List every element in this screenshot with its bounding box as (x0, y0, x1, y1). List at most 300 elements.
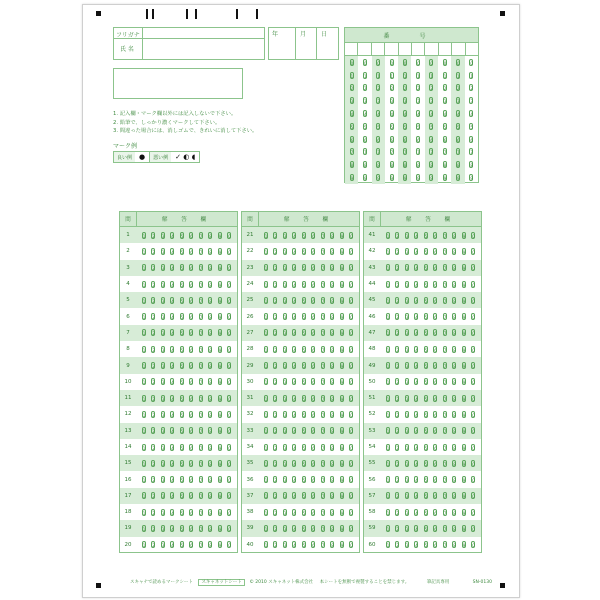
choice-bubble[interactable]: 9 (340, 364, 344, 370)
choice-bubble[interactable]: 9 (462, 396, 466, 402)
choice-bubble[interactable]: 6 (434, 233, 437, 239)
choice-bubble[interactable]: 6 (190, 494, 193, 500)
choice-bubble[interactable]: 8 (209, 364, 212, 370)
choice-bubble[interactable]: 7 (443, 380, 447, 386)
choice-bubble[interactable]: 5 (180, 396, 184, 402)
choice-bubble[interactable]: 4 (293, 347, 296, 353)
choice-bubble[interactable]: 4 (415, 412, 418, 418)
choice-bubble[interactable]: 5 (302, 510, 306, 516)
choice-bubble[interactable]: 6 (434, 510, 437, 516)
choice-bubble[interactable]: 8 (453, 429, 456, 435)
choice-bubble[interactable]: 5 (302, 412, 306, 418)
choice-bubble[interactable]: 2 (396, 266, 399, 272)
choice-bubble[interactable]: 3 (161, 526, 165, 532)
choice-bubble[interactable]: 0 (350, 347, 353, 353)
choice-bubble[interactable]: 9 (462, 364, 466, 370)
choice-bubble[interactable]: 7 (443, 298, 447, 304)
choice-bubble[interactable]: 4 (171, 445, 174, 451)
choice-bubble[interactable]: 1 (386, 461, 390, 467)
choice-bubble[interactable]: 4 (293, 266, 296, 272)
choice-bubble[interactable]: 5 (180, 543, 184, 549)
choice-bubble[interactable]: 2 (396, 461, 399, 467)
choice-bubble[interactable]: 0 (472, 347, 475, 353)
choice-bubble[interactable]: 1 (142, 510, 146, 516)
choice-bubble[interactable]: 2 (396, 347, 399, 353)
choice-bubble[interactable]: 4 (171, 543, 174, 549)
choice-bubble[interactable]: 0 (350, 396, 353, 402)
choice-bubble[interactable]: 1 (142, 445, 146, 451)
choice-bubble[interactable]: 1 (142, 526, 146, 532)
choice-bubble[interactable]: 4 (293, 282, 296, 288)
choice-bubble[interactable]: 2 (274, 282, 277, 288)
student-number-write-cell[interactable] (439, 43, 452, 55)
choice-bubble[interactable]: 8 (209, 526, 212, 532)
choice-bubble[interactable]: 7 (443, 445, 447, 451)
choice-bubble[interactable]: 7 (199, 266, 203, 272)
choice-bubble[interactable]: 1 (386, 282, 390, 288)
choice-bubble[interactable]: 1 (142, 461, 146, 467)
choice-bubble[interactable]: 8 (331, 364, 334, 370)
digit-bubble[interactable]: 7 (390, 150, 394, 156)
choice-bubble[interactable]: 8 (453, 445, 456, 451)
choice-bubble[interactable]: 4 (415, 510, 418, 516)
digit-bubble[interactable]: 2 (363, 86, 367, 92)
choice-bubble[interactable]: 6 (312, 412, 315, 418)
choice-bubble[interactable]: 8 (453, 266, 456, 272)
choice-bubble[interactable]: 2 (396, 494, 399, 500)
digit-bubble[interactable]: 4 (390, 112, 394, 118)
choice-bubble[interactable]: 8 (209, 429, 212, 435)
choice-bubble[interactable]: 6 (190, 282, 193, 288)
digit-bubble[interactable]: 8 (377, 163, 380, 169)
choice-bubble[interactable]: 1 (386, 315, 390, 321)
choice-bubble[interactable]: 6 (312, 429, 315, 435)
choice-bubble[interactable]: 5 (424, 331, 428, 337)
choice-bubble[interactable]: 0 (350, 510, 353, 516)
digit-bubble[interactable]: 1 (350, 73, 354, 79)
choice-bubble[interactable]: 1 (142, 494, 146, 500)
choice-bubble[interactable]: 8 (453, 461, 456, 467)
choice-bubble[interactable]: 3 (161, 396, 165, 402)
choice-bubble[interactable]: 3 (161, 380, 165, 386)
choice-bubble[interactable]: 5 (180, 380, 184, 386)
choice-bubble[interactable]: 6 (312, 347, 315, 353)
choice-bubble[interactable]: 1 (264, 396, 268, 402)
student-number-write-cell[interactable] (345, 43, 358, 55)
choice-bubble[interactable]: 2 (274, 526, 277, 532)
choice-bubble[interactable]: 2 (274, 298, 277, 304)
choice-bubble[interactable]: 0 (472, 526, 475, 532)
digit-bubble[interactable]: 3 (390, 99, 394, 105)
choice-bubble[interactable]: 2 (274, 331, 277, 337)
choice-bubble[interactable]: 6 (190, 364, 193, 370)
choice-bubble[interactable]: 2 (274, 249, 277, 255)
choice-bubble[interactable]: 3 (161, 331, 165, 337)
choice-bubble[interactable]: 8 (331, 543, 334, 549)
choice-bubble[interactable]: 0 (350, 249, 353, 255)
digit-bubble[interactable]: 9 (363, 176, 367, 182)
digit-bubble[interactable]: 0 (363, 60, 367, 66)
choice-bubble[interactable]: 2 (396, 478, 399, 484)
choice-bubble[interactable]: 6 (312, 298, 315, 304)
choice-bubble[interactable]: 6 (312, 282, 315, 288)
choice-bubble[interactable]: 9 (462, 412, 466, 418)
choice-bubble[interactable]: 3 (283, 380, 287, 386)
choice-bubble[interactable]: 8 (453, 233, 456, 239)
choice-bubble[interactable]: 8 (209, 445, 212, 451)
choice-bubble[interactable]: 8 (453, 347, 456, 353)
digit-bubble[interactable]: 1 (457, 73, 460, 79)
choice-bubble[interactable]: 2 (152, 233, 155, 239)
choice-bubble[interactable]: 6 (312, 510, 315, 516)
choice-bubble[interactable]: 3 (161, 445, 165, 451)
choice-bubble[interactable]: 7 (443, 331, 447, 337)
choice-bubble[interactable]: 0 (350, 282, 353, 288)
student-number-write-cell[interactable] (372, 43, 385, 55)
digit-bubble[interactable]: 7 (457, 150, 460, 156)
digit-bubble[interactable]: 2 (403, 86, 407, 92)
choice-bubble[interactable]: 6 (312, 494, 315, 500)
choice-bubble[interactable]: 0 (350, 331, 353, 337)
digit-bubble[interactable]: 6 (430, 137, 433, 143)
choice-bubble[interactable]: 4 (415, 494, 418, 500)
choice-bubble[interactable]: 9 (218, 543, 222, 549)
choice-bubble[interactable]: 2 (396, 412, 399, 418)
choice-bubble[interactable]: 6 (190, 347, 193, 353)
choice-bubble[interactable]: 6 (190, 526, 193, 532)
choice-bubble[interactable]: 5 (180, 249, 184, 255)
choice-bubble[interactable]: 9 (218, 526, 222, 532)
choice-bubble[interactable]: 2 (152, 510, 155, 516)
choice-bubble[interactable]: 7 (443, 396, 447, 402)
choice-bubble[interactable]: 7 (321, 478, 325, 484)
choice-bubble[interactable]: 0 (228, 347, 231, 353)
choice-bubble[interactable]: 6 (434, 347, 437, 353)
choice-bubble[interactable]: 7 (321, 266, 325, 272)
choice-bubble[interactable]: 0 (228, 233, 231, 239)
choice-bubble[interactable]: 3 (405, 298, 409, 304)
choice-bubble[interactable]: 1 (142, 298, 146, 304)
digit-bubble[interactable]: 8 (430, 163, 433, 169)
choice-bubble[interactable]: 0 (350, 461, 353, 467)
choice-bubble[interactable]: 5 (424, 526, 428, 532)
digit-bubble[interactable]: 3 (363, 99, 367, 105)
digit-bubble[interactable]: 3 (430, 99, 433, 105)
choice-bubble[interactable]: 1 (264, 494, 268, 500)
choice-bubble[interactable]: 8 (209, 494, 212, 500)
choice-bubble[interactable]: 3 (161, 429, 165, 435)
digit-bubble[interactable]: 8 (443, 163, 447, 169)
choice-bubble[interactable]: 4 (293, 364, 296, 370)
choice-bubble[interactable]: 2 (274, 494, 277, 500)
choice-bubble[interactable]: 4 (293, 396, 296, 402)
choice-bubble[interactable]: 0 (228, 445, 231, 451)
digit-bubble[interactable]: 3 (377, 99, 380, 105)
choice-bubble[interactable]: 0 (472, 298, 475, 304)
choice-bubble[interactable]: 1 (142, 478, 146, 484)
choice-bubble[interactable]: 2 (152, 396, 155, 402)
digit-bubble[interactable]: 1 (430, 73, 433, 79)
choice-bubble[interactable]: 8 (209, 298, 212, 304)
choice-bubble[interactable]: 1 (264, 526, 268, 532)
digit-bubble[interactable]: 8 (390, 163, 394, 169)
digit-bubble[interactable]: 2 (457, 86, 460, 92)
choice-bubble[interactable]: 3 (283, 364, 287, 370)
choice-bubble[interactable]: 4 (293, 478, 296, 484)
choice-bubble[interactable]: 2 (152, 526, 155, 532)
choice-bubble[interactable]: 5 (424, 494, 428, 500)
choice-bubble[interactable]: 4 (171, 331, 174, 337)
choice-bubble[interactable]: 8 (209, 380, 212, 386)
choice-bubble[interactable]: 8 (209, 478, 212, 484)
choice-bubble[interactable]: 6 (312, 315, 315, 321)
choice-bubble[interactable]: 7 (321, 282, 325, 288)
choice-bubble[interactable]: 4 (415, 298, 418, 304)
choice-bubble[interactable]: 8 (331, 461, 334, 467)
choice-bubble[interactable]: 5 (302, 233, 306, 239)
choice-bubble[interactable]: 5 (302, 461, 306, 467)
choice-bubble[interactable]: 8 (453, 380, 456, 386)
choice-bubble[interactable]: 6 (434, 380, 437, 386)
choice-bubble[interactable]: 0 (350, 526, 353, 532)
student-number-write-cell[interactable] (412, 43, 425, 55)
choice-bubble[interactable]: 7 (199, 510, 203, 516)
choice-bubble[interactable]: 6 (190, 510, 193, 516)
choice-bubble[interactable]: 9 (340, 298, 344, 304)
choice-bubble[interactable]: 1 (142, 412, 146, 418)
choice-bubble[interactable]: 5 (302, 526, 306, 532)
choice-bubble[interactable]: 6 (190, 445, 193, 451)
choice-bubble[interactable]: 7 (321, 347, 325, 353)
choice-bubble[interactable]: 1 (386, 298, 390, 304)
choice-bubble[interactable]: 6 (434, 526, 437, 532)
choice-bubble[interactable]: 3 (161, 494, 165, 500)
digit-bubble[interactable]: 6 (350, 137, 354, 143)
choice-bubble[interactable]: 3 (405, 429, 409, 435)
choice-bubble[interactable]: 8 (209, 266, 212, 272)
choice-bubble[interactable]: 6 (312, 461, 315, 467)
choice-bubble[interactable]: 8 (453, 282, 456, 288)
choice-bubble[interactable]: 6 (434, 364, 437, 370)
digit-bubble[interactable]: 6 (470, 137, 473, 143)
choice-bubble[interactable]: 9 (218, 266, 222, 272)
choice-bubble[interactable]: 7 (443, 282, 447, 288)
digit-bubble[interactable]: 8 (470, 163, 473, 169)
choice-bubble[interactable]: 8 (331, 347, 334, 353)
choice-bubble[interactable]: 7 (321, 445, 325, 451)
choice-bubble[interactable]: 5 (424, 364, 428, 370)
choice-bubble[interactable]: 4 (293, 461, 296, 467)
digit-bubble[interactable]: 8 (363, 163, 367, 169)
choice-bubble[interactable]: 7 (321, 233, 325, 239)
digit-bubble[interactable]: 3 (403, 99, 407, 105)
choice-bubble[interactable]: 7 (199, 282, 203, 288)
choice-bubble[interactable]: 2 (396, 331, 399, 337)
choice-bubble[interactable]: 1 (264, 233, 268, 239)
digit-bubble[interactable]: 6 (443, 137, 447, 143)
choice-bubble[interactable]: 3 (405, 282, 409, 288)
choice-bubble[interactable]: 9 (340, 526, 344, 532)
choice-bubble[interactable]: 7 (199, 429, 203, 435)
choice-bubble[interactable]: 9 (462, 510, 466, 516)
choice-bubble[interactable]: 7 (443, 510, 447, 516)
choice-bubble[interactable]: 9 (218, 396, 222, 402)
choice-bubble[interactable]: 0 (472, 429, 475, 435)
choice-bubble[interactable]: 3 (283, 249, 287, 255)
choice-bubble[interactable]: 5 (302, 315, 306, 321)
choice-bubble[interactable]: 2 (152, 331, 155, 337)
choice-bubble[interactable]: 2 (396, 445, 399, 451)
digit-bubble[interactable]: 5 (377, 124, 380, 130)
choice-bubble[interactable]: 6 (190, 396, 193, 402)
choice-bubble[interactable]: 9 (218, 249, 222, 255)
choice-bubble[interactable]: 9 (340, 510, 344, 516)
choice-bubble[interactable]: 0 (472, 249, 475, 255)
digit-bubble[interactable]: 4 (377, 112, 380, 118)
choice-bubble[interactable]: 0 (228, 298, 231, 304)
choice-bubble[interactable]: 2 (274, 233, 277, 239)
choice-bubble[interactable]: 1 (386, 494, 390, 500)
choice-bubble[interactable]: 5 (424, 412, 428, 418)
choice-bubble[interactable]: 8 (209, 315, 212, 321)
digit-bubble[interactable]: 6 (403, 137, 407, 143)
choice-bubble[interactable]: 5 (302, 380, 306, 386)
choice-bubble[interactable]: 8 (453, 494, 456, 500)
digit-bubble[interactable]: 7 (363, 150, 367, 156)
choice-bubble[interactable]: 1 (386, 526, 390, 532)
choice-bubble[interactable]: 1 (264, 298, 268, 304)
choice-bubble[interactable]: 6 (190, 478, 193, 484)
choice-bubble[interactable]: 3 (405, 461, 409, 467)
choice-bubble[interactable]: 1 (264, 282, 268, 288)
choice-bubble[interactable]: 1 (386, 396, 390, 402)
choice-bubble[interactable]: 5 (424, 461, 428, 467)
digit-bubble[interactable]: 4 (457, 112, 460, 118)
choice-bubble[interactable]: 4 (293, 445, 296, 451)
choice-bubble[interactable]: 5 (424, 347, 428, 353)
choice-bubble[interactable]: 0 (472, 445, 475, 451)
choice-bubble[interactable]: 3 (283, 461, 287, 467)
choice-bubble[interactable]: 5 (424, 429, 428, 435)
choice-bubble[interactable]: 1 (264, 543, 268, 549)
choice-bubble[interactable]: 1 (386, 347, 390, 353)
digit-bubble[interactable]: 8 (403, 163, 407, 169)
choice-bubble[interactable]: 8 (453, 543, 456, 549)
choice-bubble[interactable]: 1 (264, 478, 268, 484)
choice-bubble[interactable]: 9 (340, 543, 344, 549)
choice-bubble[interactable]: 2 (396, 526, 399, 532)
choice-bubble[interactable]: 2 (274, 315, 277, 321)
choice-bubble[interactable]: 6 (434, 331, 437, 337)
digit-bubble[interactable]: 0 (417, 60, 420, 66)
choice-bubble[interactable]: 3 (161, 412, 165, 418)
choice-bubble[interactable]: 9 (462, 494, 466, 500)
choice-bubble[interactable]: 9 (462, 445, 466, 451)
choice-bubble[interactable]: 4 (293, 494, 296, 500)
choice-bubble[interactable]: 5 (424, 249, 428, 255)
choice-bubble[interactable]: 3 (283, 510, 287, 516)
choice-bubble[interactable]: 7 (321, 461, 325, 467)
choice-bubble[interactable]: 3 (161, 233, 165, 239)
choice-bubble[interactable]: 8 (209, 543, 212, 549)
choice-bubble[interactable]: 2 (152, 282, 155, 288)
choice-bubble[interactable]: 9 (462, 266, 466, 272)
choice-bubble[interactable]: 3 (161, 461, 165, 467)
choice-bubble[interactable]: 0 (228, 249, 231, 255)
choice-bubble[interactable]: 8 (453, 298, 456, 304)
digit-bubble[interactable]: 9 (350, 176, 354, 182)
choice-bubble[interactable]: 3 (161, 478, 165, 484)
choice-bubble[interactable]: 1 (386, 331, 390, 337)
choice-bubble[interactable]: 7 (321, 249, 325, 255)
choice-bubble[interactable]: 2 (274, 445, 277, 451)
choice-bubble[interactable]: 7 (321, 510, 325, 516)
digit-bubble[interactable]: 5 (390, 124, 394, 130)
choice-bubble[interactable]: 1 (142, 396, 146, 402)
digit-bubble[interactable]: 9 (430, 176, 433, 182)
choice-bubble[interactable]: 3 (405, 543, 409, 549)
choice-bubble[interactable]: 3 (283, 347, 287, 353)
choice-bubble[interactable]: 3 (405, 347, 409, 353)
choice-bubble[interactable]: 7 (443, 461, 447, 467)
choice-bubble[interactable]: 4 (171, 364, 174, 370)
choice-bubble[interactable]: 0 (228, 526, 231, 532)
choice-bubble[interactable]: 3 (405, 494, 409, 500)
choice-bubble[interactable]: 1 (264, 266, 268, 272)
choice-bubble[interactable]: 4 (415, 380, 418, 386)
choice-bubble[interactable]: 4 (415, 233, 418, 239)
choice-bubble[interactable]: 0 (472, 266, 475, 272)
choice-bubble[interactable]: 0 (350, 233, 353, 239)
choice-bubble[interactable]: 7 (443, 266, 447, 272)
choice-bubble[interactable]: 7 (443, 429, 447, 435)
digit-bubble[interactable]: 7 (470, 150, 473, 156)
choice-bubble[interactable]: 9 (218, 478, 222, 484)
choice-bubble[interactable]: 2 (274, 380, 277, 386)
choice-bubble[interactable]: 4 (293, 315, 296, 321)
choice-bubble[interactable]: 1 (142, 347, 146, 353)
choice-bubble[interactable]: 8 (209, 396, 212, 402)
choice-bubble[interactable]: 3 (283, 331, 287, 337)
choice-bubble[interactable]: 3 (405, 396, 409, 402)
digit-bubble[interactable]: 9 (470, 176, 473, 182)
choice-bubble[interactable]: 6 (190, 380, 193, 386)
choice-bubble[interactable]: 5 (302, 543, 306, 549)
digit-bubble[interactable]: 2 (443, 86, 447, 92)
choice-bubble[interactable]: 5 (302, 429, 306, 435)
choice-bubble[interactable]: 7 (199, 315, 203, 321)
choice-bubble[interactable]: 9 (462, 282, 466, 288)
choice-bubble[interactable]: 6 (190, 315, 193, 321)
choice-bubble[interactable]: 1 (142, 315, 146, 321)
choice-bubble[interactable]: 4 (415, 266, 418, 272)
digit-bubble[interactable]: 4 (363, 112, 367, 118)
choice-bubble[interactable]: 1 (264, 347, 268, 353)
digit-bubble[interactable]: 4 (430, 112, 433, 118)
choice-bubble[interactable]: 5 (424, 396, 428, 402)
digit-bubble[interactable]: 0 (377, 60, 380, 66)
choice-bubble[interactable]: 4 (171, 315, 174, 321)
choice-bubble[interactable]: 0 (350, 364, 353, 370)
choice-bubble[interactable]: 5 (302, 249, 306, 255)
choice-bubble[interactable]: 7 (321, 298, 325, 304)
choice-bubble[interactable]: 7 (199, 461, 203, 467)
choice-bubble[interactable]: 2 (152, 478, 155, 484)
choice-bubble[interactable]: 3 (283, 315, 287, 321)
choice-bubble[interactable]: 8 (331, 249, 334, 255)
choice-bubble[interactable]: 1 (142, 331, 146, 337)
student-number-write-cell[interactable] (399, 43, 412, 55)
